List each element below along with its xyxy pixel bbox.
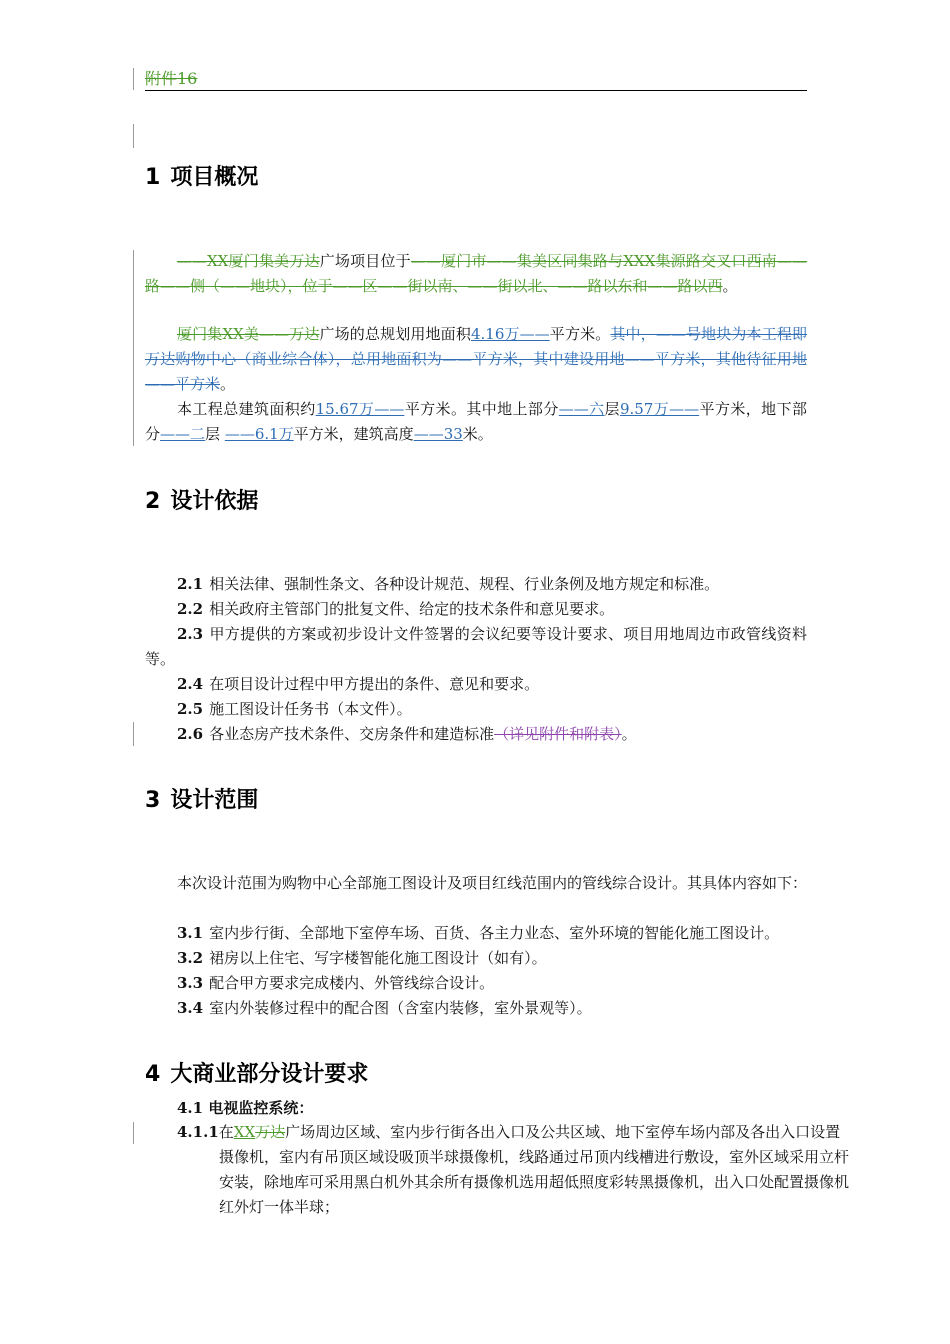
section-heading-1: 1 项目概况: [145, 165, 259, 190]
overview-paragraph-building-area: [145, 397, 807, 447]
overview-paragraph-land-area: [145, 322, 807, 397]
revision-bar: [133, 124, 134, 148]
section-heading-4: 4 大商业部分设计要求: [145, 1062, 369, 1087]
scope-item: 3.2 裙房以上住宅、写字楼智能化施工图设计（如有）。: [177, 949, 547, 967]
scope-intro: 本次设计范围为购物中心全部施工图设计及项目红线范围内的管线综合设计。其具体内容如下：: [177, 874, 808, 892]
text-run: 平方米。: [549, 325, 611, 343]
text-run: ——六: [558, 400, 605, 418]
revision-bar: [133, 1122, 134, 1144]
text-run: 。: [722, 277, 738, 295]
scope-item: 3.1 室内步行街、全部地下室停车场、百货、各主力业态、室外环境的智能化施工图设计。: [177, 924, 780, 942]
subsection-cctv: 4.1 电视监控系统：: [177, 1099, 314, 1117]
basis-item: 2.6 各业态房产技术条件、交房条件和建造标准（详见附件和附表）。: [177, 725, 637, 743]
revision-bar: [133, 722, 134, 746]
cctv-item: 4.1.1在XX万达广场周边区域、室内步行街各出入口及公共区域、地下室停车场内部及各出入口设置摄像机，室内有吊顶区域设吸顶半球摄像机，线路通过吊顶内线槽进行敷设，室外区域采用立杆安装，除地库可采用黑白机外其余所有摄像机选用超低照度彩转黑摄像机，出入口处配置摄像机红外灯一体半球；: [177, 1123, 850, 1216]
revision-bar: [133, 68, 134, 90]
text-run: 厦门集XX美——万达: [177, 325, 320, 343]
basis-item: 2.4 在项目设计过程中甲方提出的条件、意见和要求。: [177, 675, 540, 693]
text-run: 本工程总建筑面积约: [177, 400, 316, 418]
text-run: 平方米，建筑高度: [293, 425, 414, 443]
text-run: 。: [220, 375, 236, 393]
basis-item: 2.1 相关法律、强制性条文、各种设计规范、规程、行业条例及地方规定和标准。: [177, 575, 720, 593]
text-run: ——6.1万: [224, 425, 294, 443]
attachment-label: 附件16: [145, 69, 198, 88]
revision-bar: [133, 250, 134, 446]
text-run: 层: [604, 400, 620, 418]
page-header: [145, 66, 807, 91]
scope-item: 3.3 配合甲方要求完成楼内、外管线综合设计。: [177, 974, 495, 992]
overview-paragraph-location: [145, 249, 807, 299]
section-heading-3: 3 设计范围: [145, 788, 259, 813]
text-run: 层: [205, 425, 225, 443]
text-run: 4.16万——: [470, 325, 550, 343]
section-heading-2: 2 设计依据: [145, 489, 259, 514]
basis-item: 2.2 相关政府主管部门的批复文件、给定的技术条件和意见要求。: [177, 600, 615, 618]
text-run: 9.57万——: [619, 400, 700, 418]
text-run: 广场的总规划用地面积: [319, 325, 471, 343]
text-run: 其中，——号地块为本工程即万达购物中心（商业综合体），总用地面积为——平方米，其中建设用地——平方米，其他待征用地——平方米: [145, 325, 807, 393]
text-run: ——33: [413, 425, 463, 443]
text-run: 15.67万——: [315, 400, 405, 418]
text-run: ——二: [160, 425, 206, 443]
basis-item: 2.5 施工图设计任务书（本文件）。: [177, 700, 412, 718]
basis-item: 2.3 甲方提供的方案或初步设计文件签署的会议纪要等设计要求、项目用地周边市政管线资料等。: [145, 625, 807, 668]
scope-item: 3.4 室内外装修过程中的配合图（含室内装修，室外景观等）。: [177, 999, 592, 1017]
text-run: 米。: [462, 425, 493, 443]
text-run: ——XX厦门集美万达: [177, 252, 320, 270]
text-run: ——厦门市——集美区同集路与XXX集源路交叉口西南——路——侧（——地块），位于——区——街以南、——街以北、——路以东和——路以西: [145, 252, 807, 295]
text-run: 广场项目位于: [319, 252, 411, 270]
text-run: 平方米。其中地上部分: [404, 400, 559, 418]
text-run: 平方米，地下部分: [145, 400, 807, 443]
